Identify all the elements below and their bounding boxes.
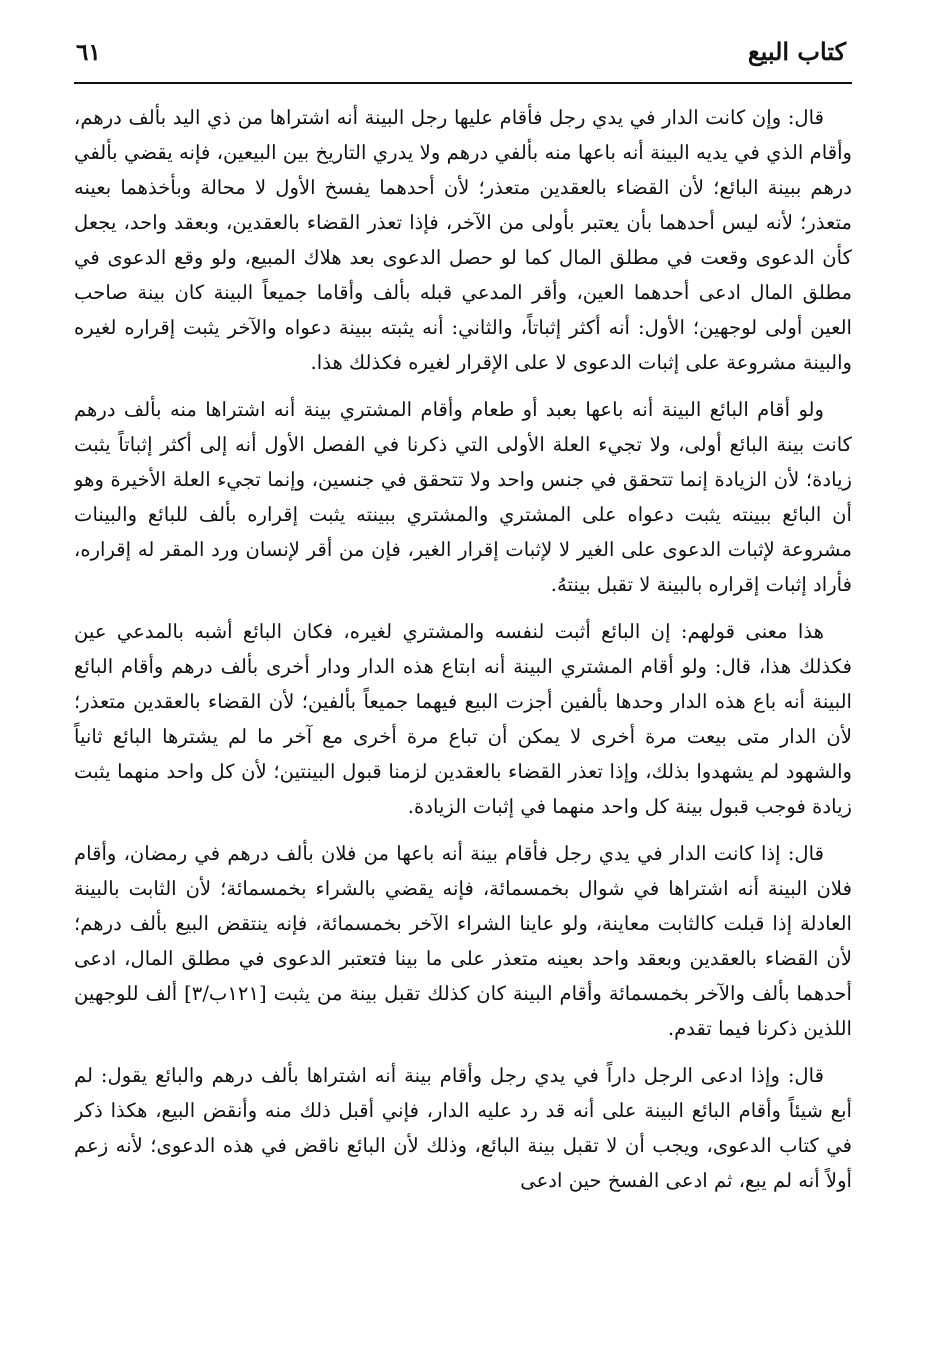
page-body	[74, 100, 852, 1198]
page-header	[74, 30, 852, 84]
paragraph-2: ولو أقام البائع البينة أنه باعها بعبد أو طعام وأقام المشتري بينة أنه اشتراها منه بألف درهم كانت بينة البائع أولى، ولا تجيء العلة الأولى التي ذكرنا في الفصل الأول أنه إلى أكثر إثباتاً يثبت زيادة؛ لأن الزيادة إنما تتحقق في جنس واحد ولا تتحقق في جنسين، وإنما تجيء العلة الأخيرة وهو أن البائع ببينته يثبت دعواه على المشتري والمشتري ببينته يثبت إقراره بألف للبائع والبينات مشروعة لإثبات الدعوى على الغير لا لإثبات إقرار الغير، فإن من أقر لإنسان ورد المقر له إقراره، فأراد إثبات إقراره بالبينة لا تقبل بينتهُ.	[74, 398, 852, 596]
paragraph-4: قال: إذا كانت الدار في يدي رجل فأقام بينة أنه باعها من فلان بألف درهم في رمضان، وأقام فلان البينة أنه اشتراها في شوال بخمسمائة، فإنه يقضي بالشراء بخمسمائة؛ لأن الثابت بالبينة العادلة إذا قبلت كالثابت معاينة، ولو عاينا الشراء الآخر بخمسمائة، فإنه ينتقض البيع بألف درهم؛ لأن القضاء بالعقدين وبعقد واحد بعينه متعذر على ما بينا فتعتبر الدعوى في مطلق المال، ادعى أحدهما بألف والآخر بخمسمائة وأقام البينة كان كذلك تقبل بينة من يثبت [١٢١ب/٣] ألف للوجهين اللذين ذكرنا فيما تقدم.	[74, 842, 852, 1040]
paragraph-1: قال: وإن كانت الدار في يدي رجل فأقام عليها رجل البينة أنه اشتراها من ذي اليد بألف درهم، وأقام الذي في يديه البينة أنه باعها منه بألفي درهم ولا يدري التاريخ بين البيعين، فإنه يقضي بألفي درهم ببينة البائع؛ لأن القضاء بالعقدين متعذر؛ لأن أحدهما يفسخ الأول لا محالة وبأخذهما بعينه متعذر؛ لأنه ليس أحدهما بأن يعتبر بأولى من الآخر، فإذا تعذر القضاء بالعقدين، وبعقد واحد، يجعل كأن الدعوى وقعت في مطلق المال كما لو حصل الدعوى بعد هلاك المبيع، ولو وقع الدعوى في مطلق المال ادعى أحدهما العين، وأقر المدعي قبله بألف وأقاما جميعاً البينة كان بينة صاحب العين أولى لوجهين؛ الأول: أنه أكثر إثباتاً، والثاني: أنه يثبته ببينة دعواه والآخر يثبت إقراره لغيره والبينة مشروعة على إثبات الدعوى لا على الإقرار لغيره فكذلك هذا.	[74, 106, 852, 374]
paragraph-3: هذا معنى قولهم: إن البائع أثبت لنفسه والمشتري لغيره، فكان البائع أشبه بالمدعي عين فكذلك هذا، قال: ولو أقام المشتري البينة أنه ابتاع هذه الدار ودار أخرى بألف درهم وأقام البائع البينة أنه باع هذه الدار وحدها بألفين أجزت البيع فيهما جميعاً بألفين؛ لأن القضاء بالعقدين متعذر؛ لأن الدار متى بيعت مرة أخرى لا يمكن أن تباع مرة أخرى مع آخر ما لم يشترها البائع ثانياً والشهود لم يشهدوا بذلك، وإذا تعذر القضاء بالعقدين لزمنا قبول البينتين؛ لأن كل واحد منهما يثبت زيادة فوجب قبول بينة كل واحد منهما في إثبات الزيادة.	[74, 620, 852, 818]
page-number: ٦١	[76, 39, 101, 66]
book-page	[74, 30, 852, 1350]
book-title: كتاب البيع	[747, 37, 846, 66]
paragraph-5: قال: وإذا ادعى الرجل داراً في يدي رجل وأقام بينة أنه اشتراها بألف درهم والبائع يقول: لم أبع شيئاً وأقام البائع البينة على أنه قد رد عليه الدار، فإني أقبل ذلك منه وأنقض البيع، هكذا ذكر في كتاب الدعوى، ويجب أن لا تقبل بينة البائع، وذلك لأن البائع ناقض في هذه الدعوى؛ لأنه زعم أولاً أنه لم يبع، ثم ادعى الفسخ حين ادعى	[74, 1064, 852, 1192]
